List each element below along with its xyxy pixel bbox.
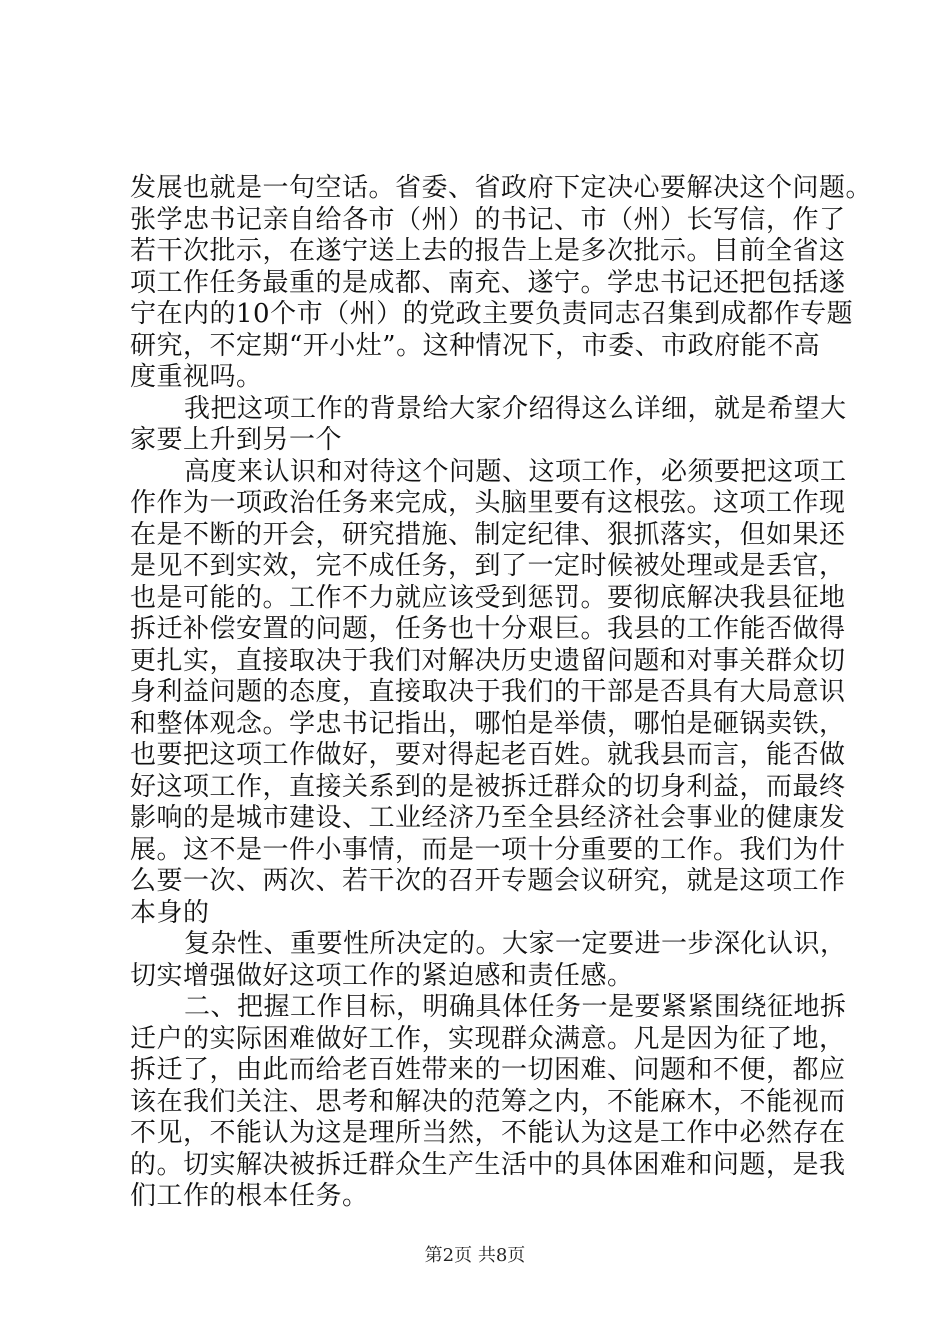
text-line: 复杂性、重要性所决定的。大家一定要进一步深化认识， — [184, 929, 847, 959]
document-body — [130, 173, 873, 1213]
text-line: 不见，不能认为这是理所当然，不能认为这是工作中必然存在 — [130, 1118, 846, 1148]
text-line: 我把这项工作的背景给大家介绍得这么详细，就是希望大 — [184, 393, 847, 424]
text-line: 们工作的根本任务。 — [130, 1181, 369, 1211]
text-line: 是见不到实效，完不成任务，到了一定时候被处理或是丢官， — [130, 551, 846, 581]
text-line: 宁在内的10个市（州）的党政主要负责同志召集到成都作专题 — [130, 299, 854, 329]
text-line: 二、把握工作目标，明确具体任务一是要紧紧围绕征地拆 — [184, 992, 847, 1022]
text-line: 项工作任务最重的是成都、南充、遂宁。学忠书记还把包括遂 — [130, 267, 846, 298]
text-line: 发展也就是一句空话。省委、省政府下定决心要解决这个问题。 — [130, 173, 873, 203]
text-line: 迁户的实际困难做好工作，实现群众满意。凡是因为征了地， — [130, 1023, 846, 1054]
text-line: 也是可能的。工作不力就应该受到惩罚。要彻底解决我县征地 — [130, 582, 846, 613]
text-line: 若干次批示，在遂宁送上去的报告上是多次批示。目前全省这 — [130, 236, 846, 266]
text-line: 展。这不是一件小事情，而是一项十分重要的工作。我们为什 — [130, 834, 846, 865]
text-line: 么要一次、两次、若干次的召开专题会议研究，就是这项工作 — [130, 866, 846, 896]
text-line: 身利益问题的态度，直接取决于我们的干部是否具有大局意识 — [130, 677, 846, 707]
text-line: 度重视吗。 — [130, 362, 263, 392]
text-line: 拆迁了，由此而给老百姓带来的一切困难、问题和不便，都应 — [130, 1055, 846, 1085]
text-line: 和整体观念。学忠书记指出，哪怕是举债，哪怕是砸锅卖铁， — [130, 708, 846, 739]
text-line: 切实增强做好这项工作的紧迫感和责任感。 — [130, 960, 634, 991]
text-line: 的。切实解决被拆迁群众生产生活中的具体困难和问题，是我 — [130, 1149, 846, 1180]
text-line: 也要把这项工作做好，要对得起老百姓。就我县而言，能否做 — [130, 740, 846, 770]
text-line: 作作为一项政治任务来完成，头脑里要有这根弦。这项工作现 — [130, 488, 846, 518]
text-line: 该在我们关注、思考和解决的范筹之内，不能麻木，不能视而 — [130, 1086, 846, 1117]
text-line: 研究，不定期“开小灶”。这种情况下，市委、市政府能不高 — [130, 330, 821, 361]
text-line: 好这项工作，直接关系到的是被拆迁群众的切身利益，而最终 — [130, 771, 846, 802]
page-number-footer: 第2页 共8页 — [424, 1245, 526, 1266]
text-line: 家要上升到另一个 — [130, 425, 343, 455]
text-line: 拆迁补偿安置的问题，任务也十分艰巨。我县的工作能否做得 — [130, 614, 846, 644]
text-line: 高度来认识和对待这个问题、这项工作，必须要把这项工 — [184, 456, 847, 487]
text-line: 本身的 — [130, 897, 210, 928]
text-line: 张学忠书记亲自给各市（州）的书记、市（州）长写信，作了 — [130, 204, 846, 235]
text-line: 影响的是城市建设、工业经济乃至全县经济社会事业的健康发 — [130, 803, 846, 833]
text-line: 更扎实，直接取决于我们对解决历史遗留问题和对事关群众切 — [130, 645, 846, 676]
text-line: 在是不断的开会，研究措施、制定纪律、狠抓落实，但如果还 — [130, 519, 846, 550]
